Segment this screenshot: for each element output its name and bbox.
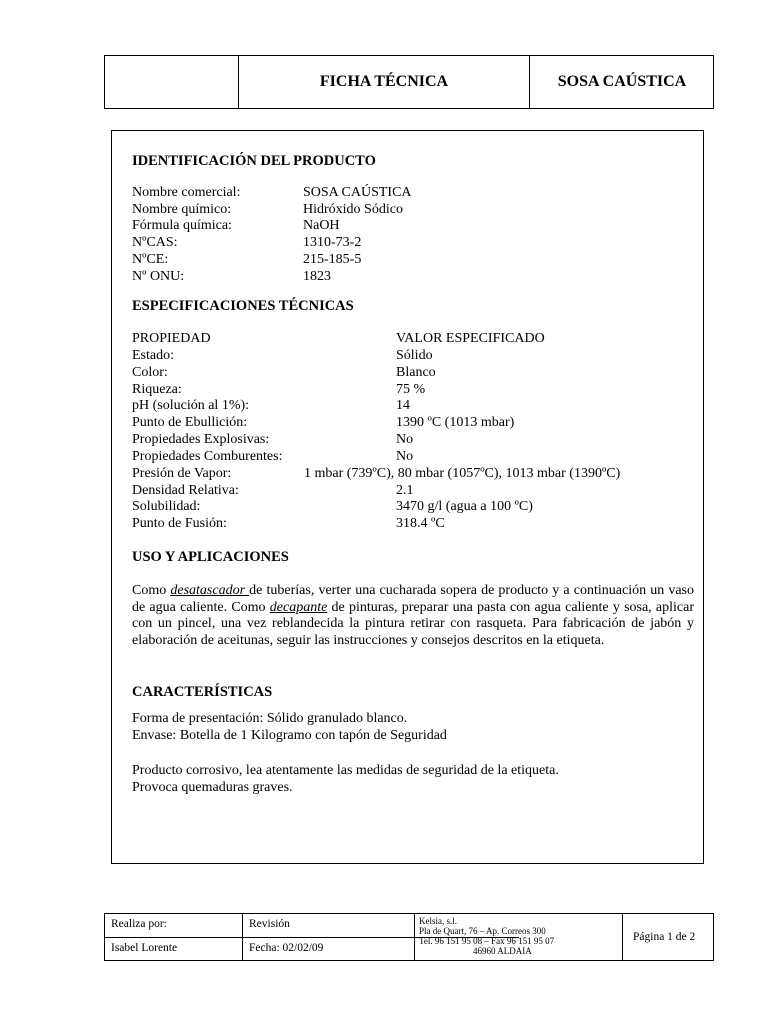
document-header [104,55,714,109]
uses-text: Como [132,583,171,598]
header-logo-cell [105,56,239,108]
spec-value: 1390 ºC (1013 mbar) [396,415,515,430]
id-value: SOSA CAÚSTICA [303,185,412,200]
characteristics-title: CARACTERÍSTICAS [132,684,273,700]
id-label: Nombre químico: [132,202,232,217]
spec-label: Presión de Vapor: [132,466,232,481]
specs-col-value: VALOR ESPECIFICADO [396,331,545,346]
footer-divider [622,914,623,960]
uses-title: USO Y APLICACIONES [132,549,289,565]
spec-label: Propiedades Explosivas: [132,432,270,447]
id-label: Nombre comercial: [132,185,241,200]
revision-date: Fecha: 02/02/09 [249,942,324,954]
spec-value: 3470 g/l (agua a 100 ºC) [396,499,533,514]
identification-title: IDENTIFICACIÓN DEL PRODUCTO [132,153,376,169]
uses-text: de pinturas, preparar una pasta con agua caliente y sosa, aplicar con un pincel, una vez reblandecida la pintura retirar con rasqueta. Para fabricación de jabón y elaboración de aceitunas, seguir las instrucciones y consejos descritos en la etiqueta. [132,599,694,648]
content-box [111,130,704,864]
header-product-name: SOSA CAÚSTICA [557,73,687,90]
company-name: Kelsia, s.l. [419,916,457,926]
specs-col-property: PROPIEDAD [132,331,211,346]
spec-value: 2.1 [396,483,414,498]
id-label: NºCAS: [132,235,178,250]
spec-value: No [396,449,414,464]
spec-label: Riqueza: [132,382,182,397]
spec-label: Propiedades Comburentes: [132,449,283,464]
id-label: NºCE: [132,252,169,267]
spec-label: Solubilidad: [132,499,201,514]
id-value: Hidróxido Sódico [303,202,403,217]
uses-text: de tuberías, verter una cucharada sopera de producto y a continuación un vaso de agua caliente. Como [132,583,694,615]
uses-term-decapante: decapante [269,599,328,615]
spec-value: Blanco [396,365,436,380]
spec-label: Punto de Ebullición: [132,415,248,430]
revision-label: Revisión [249,918,290,930]
id-value: 1823 [303,269,331,284]
company-address: Pla de Quart, 76 – Ap. Correos 300 [419,926,546,936]
made-by-label: Realiza por: [111,918,167,930]
specs-title: ESPECIFICACIONES TÉCNICAS [132,298,354,314]
id-value: NaOH [303,218,340,233]
spec-label: Estado: [132,348,174,363]
id-label: Nº ONU: [132,269,185,284]
spec-label: pH (solución al 1%): [132,398,250,413]
characteristics-line: Provoca quemaduras graves. [132,780,293,795]
spec-value: 1 mbar (739ºC), 80 mbar (1057ºC), 1013 mbar (1390ºC) [304,466,621,481]
company-phone: Tel. 96 151 95 08 – Fax 96 151 95 07 [419,936,555,946]
characteristics-line: Forma de presentación: Sólido granulado blanco. [132,711,408,726]
document-footer [104,913,714,961]
uses-term-desatascador: desatascador [170,583,250,598]
spec-value: 75 % [396,382,426,397]
characteristics-line: Envase: Botella de 1 Kilogramo con tapón de Seguridad [132,728,447,743]
page-number: Página 1 de 2 [633,931,696,943]
id-value: 215-185-5 [303,252,362,267]
spec-value: 14 [396,398,410,413]
id-value: 1310-73-2 [303,235,362,250]
company-info [419,916,619,956]
id-label: Fórmula química: [132,218,232,233]
spec-value: 318.4 ºC [396,516,445,531]
spec-label: Color: [132,365,168,380]
characteristics-line: Producto corrosivo, lea atentamente las medidas de seguridad de la etiqueta. [132,763,559,778]
uses-paragraph [132,583,694,649]
header-title: FICHA TÉCNICA [239,56,530,108]
spec-label: Densidad Relativa: [132,483,239,498]
spec-value: Sólido [396,348,433,363]
spec-label: Punto de Fusión: [132,516,227,531]
company-city: 46960 ALDAIA [473,946,532,956]
made-by-name: Isabel Lorente [111,942,178,954]
spec-value: No [396,432,414,447]
